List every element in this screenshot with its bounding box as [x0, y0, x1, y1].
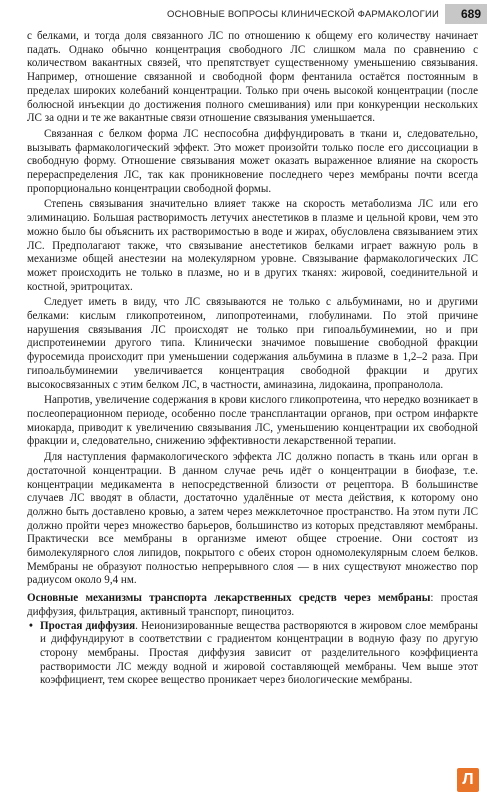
- bullet-list: [27, 620, 478, 689]
- paragraph: Следует иметь в виду, что ЛС связываются не только с альбуминами, но и другими белками: кислым гликопротеином, липопротеинами, глобулинами. По этой причине нарушения связывания ЛС происходят не только при гипоальбуминемии, но и при диспротеинемии другого типа. Клинически значимое повышение свободной фракции фуросемида происходит при уменьшении содержания альбумина в плазме в 1,2–2 раза. При гипоальбуминемии увеличивается концентрация свободной фракции и других высокосвязанных с этим белком ЛС, в частности, аминазина, лидокаина, пропранолола.: [27, 296, 478, 391]
- bullet-title: Простая диффузия: [40, 619, 136, 632]
- paragraph: Для наступления фармакологического эффекта ЛС должно попасть в ткань или орган в достаточной концентрации. В данном случае речь идёт о концентрации в биофазе, т.е. концентрации медикамента в непосредственной близости от рецептора. В большинстве случаев ЛС вводят в области, достаточно удалённые от места действия, к которому оно должно быть доставлено кровью, а затем через межклеточное пространство. На этом пути ЛС должно пройти через множество барьеров, большинство из которых представляют мембраны. Практически все мембраны в организме имеют общее строение. Они состоят из бимолекулярного слоя липидов, покрытого с обеих сторон одномолекулярным слоем белков. Мембраны не образуют полностью непрерывного слоя — в них существуют множество пор радиусом около 9,4 нм.: [27, 451, 478, 587]
- page-number: 689: [460, 7, 481, 21]
- list-item: [27, 620, 478, 689]
- paragraph-continued: с белками, и тогда доля связанного ЛС по отношению к общему его количеству начинает падать. Однако обычно концентрация свободного ЛС слишком мала по сравнению с количеством вакантных связей, что препятствует существенному уменьшению связывания. Например, отношение связанной и свободной форм фентанила остаётся постоянным в пределах широких колебаний концентрации. Только при очень высокой концентрации (после болюсной инъекции до достижения полного смешивания) или при конкуренции нескольких ЛС за одни и те же вакантные связи отношение связывания уменьшается.: [27, 30, 478, 125]
- page-body: [27, 30, 478, 688]
- section-heading: Основные механизмы транспорта лекарственных средств через мембраны: [27, 592, 431, 605]
- bullet-text: . Неионизированные вещества растворяются в жировом слое мембраны и диффундируют в соответствии с градиентом концентрации в водную фазу по другую сторону мембраны. Простая диффузия зависит от разделительного коэффициента растворимости ЛС между водной и жировой составляющей мембраны. Чем выше этот коэффициент, тем скорее вещество проникает через биологические мембраны.: [40, 619, 479, 687]
- paragraph: Степень связывания значительно влияет также на скорость метаболизма ЛС или его элиминацию. Большая растворимость летучих анестетиков в плазме и цельной крови, чем это можно было бы объяснить их растворимостью в воде и жирах, обусловлена связыванием этих ЛС. Предполагают также, что связывание анестетиков белками играет важную роль в механизме общей анестезии на молекулярном уровне. Связывание фармакологических ЛС может происходить не только в плазме, но и в других тканях: жировой, соединительной и костной, эритроцитах.: [27, 198, 478, 293]
- page-header: [0, 0, 487, 22]
- paragraph: Связанная с белком форма ЛС неспособна диффундировать в ткани и, следовательно, вызывать фармакологический эффект. Это может произойти только после его диссоциации в свободную форму. Отношение связывания может оказать выраженное влияние на скорость перераспределения ЛС, так как проникновение последнего через мембраны почти всегда пропорционально концентрации свободной формы.: [27, 127, 478, 195]
- section-heading-tail: : простая диффузия, фильтрация, активный транспорт, пиноцитоз.: [27, 592, 478, 618]
- bullet-marker: •: [29, 619, 33, 632]
- running-title: ОСНОВНЫЕ ВОПРОСЫ КЛИНИЧЕСКОЙ ФАРМАКОЛОГИИ: [166, 9, 439, 20]
- publisher-logo-icon: Л: [457, 768, 479, 792]
- paragraph: Напротив, увеличение содержания в крови кислого гликопротеина, что нередко возникает в послеоперационном периоде, особенно после трансплантации органов, при остром инфаркте миокарда, приводит к увеличению связывания ЛС, уменьшению концентрации их свободной фракции и, следовательно, снижению эффективности лекарственной терапии.: [27, 394, 478, 448]
- section-intro: [27, 592, 478, 619]
